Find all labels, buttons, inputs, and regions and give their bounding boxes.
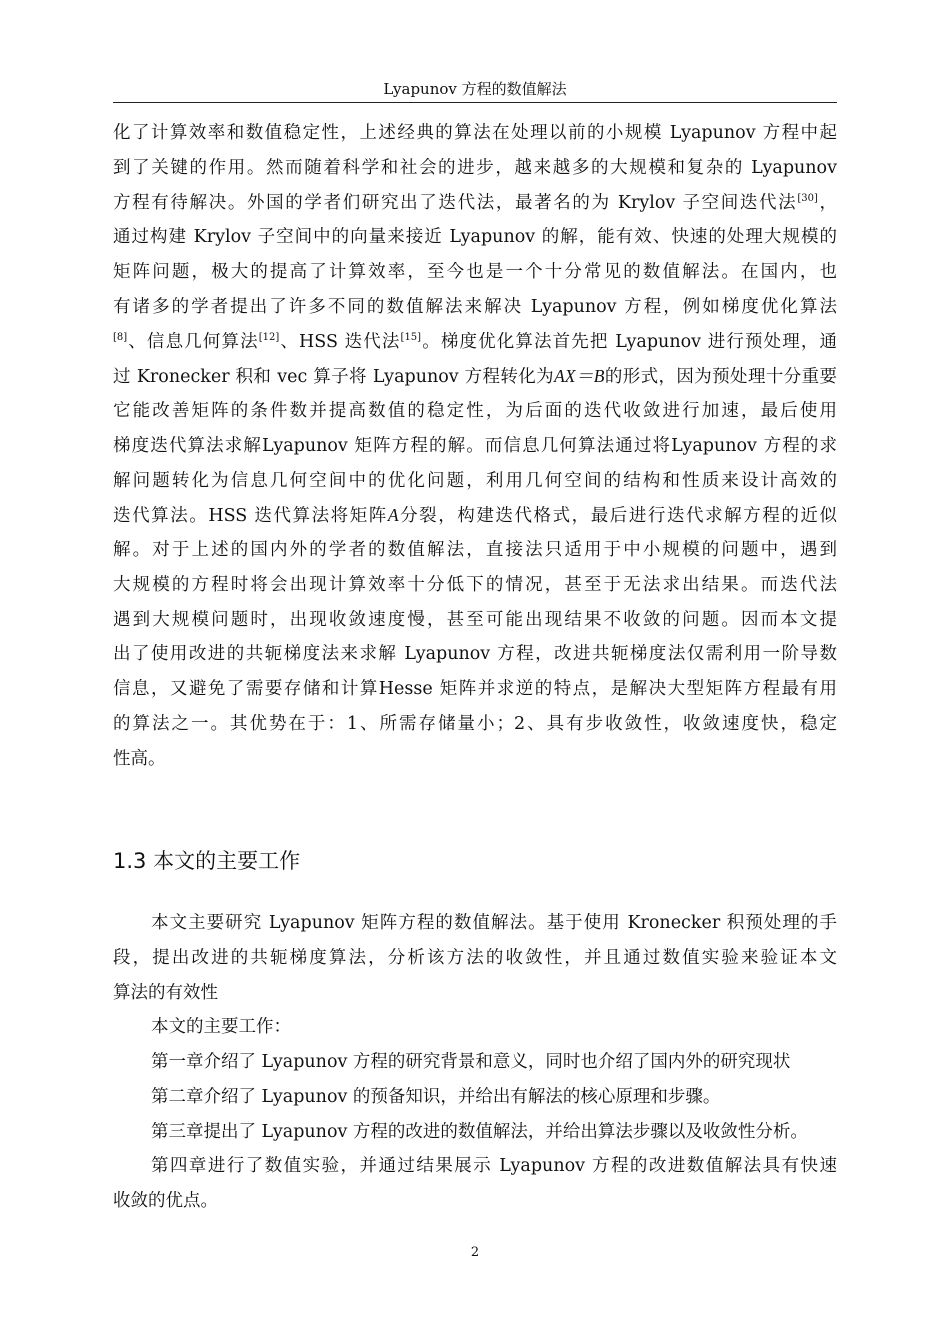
chapter-summary-3: 第三章提出了 Lyapunov 方程的改进的数值解法，并给出算法步骤以及收敛性分析。 [151,1121,808,1142]
text-line: 大规模的方程时将会出现计算效率十分低下的情况，甚至于无法求出结果。而迭代法 [113,574,837,595]
text-line: 收敛的优点。 [113,1191,218,1211]
citation-ref: [15] [400,331,422,343]
math-symbol: A [387,505,399,526]
text-line: 段，提出改进的共轭梯度算法，分析该方法的收敛性，并且通过数值实验来验证本文 [113,947,837,968]
running-header: Lyapunov 方程的数值解法 [383,80,567,98]
paragraph-main-work [113,906,837,1219]
citation-ref: [12] [258,331,280,343]
text-line: 本文的主要工作： [151,1017,291,1038]
citation-ref: [30] [797,192,818,204]
text-line: 方程有待解决。外国的学者们研究出了迭代法，最著名的为 Krylov 子空间迭代法[30]， [113,192,838,213]
citation-ref: [8] [113,331,128,343]
text-line: 的算法之一。其优势在于：1、所需存储量小；2、具有步收敛性，收敛速度快，稳定 [113,713,837,734]
text-line: 算法的有效性 [113,982,218,1003]
chapter-summary-4: 第四章进行了数值实验，并通过结果展示 Lyapunov 方程的改进数值解法具有快速 [151,1156,837,1177]
chapter-summary-1: 第一章介绍了 Lyapunov 方程的研究背景和意义，同时也介绍了国内外的研究现状 [151,1052,791,1072]
text-line: 化了计算效率和数值稳定性，上述经典的算法在处理以前的小规模 Lyapunov 方程中起 [113,123,837,143]
chapter-summary-2: 第二章介绍了 Lyapunov 的预备知识，并给出有解法的核心原理和步骤。 [151,1086,721,1107]
page-number: 2 [470,1245,480,1260]
text-line: 解问题转化为信息几何空间中的优化问题，利用几何空间的结构和性质来设计高效的 [113,470,837,491]
text-line: 出了使用改进的共轭梯度法来求解 Lyapunov 方程，改进共轭梯度法仅需利用一阶导数 [113,644,837,665]
text-line: [8]、信息几何算法[12]、HSS 迭代法[15]。梯度优化算法首先把 Lyapunov 进行预处理，通 [113,331,837,352]
text-line: 它能改善矩阵的条件数并提高数值的稳定性，为后面的迭代收敛进行加速，最后使用 [113,401,837,421]
text-line: 遇到大规模问题时，出现收敛速度慢，甚至可能出现结果不收敛的问题。因而本文提 [113,609,837,630]
paragraph-methods-review [113,116,837,776]
math-equation: AX＝B [554,366,605,387]
text-line: 矩阵问题，极大的提高了计算效率，至今也是一个十分常见的数值解法。在国内，也 [113,262,837,282]
text-line: 本文主要研究 Lyapunov 矩阵方程的数值解法。基于使用 Kronecker 积预处理的手 [151,913,837,933]
header-rule [113,102,837,103]
text-line: 梯度迭代算法求解Lyapunov 矩阵方程的解。而信息几何算法通过将Lyapunov 方程的求 [113,435,837,456]
text-line: 信息，又避免了需要存储和计算Hesse 矩阵并求逆的特点，是解决大型矩阵方程最有用 [113,679,837,699]
text-line: 通过构建 Krylov 子空间中的向量来接近 Lyapunov 的解，能有效、快速的处理大规模的 [113,227,837,248]
section-heading: 1.3 本文的主要工作 [113,849,301,873]
text-line: 到了关键的作用。然而随着科学和社会的进步，越来越多的大规模和复杂的 Lyapunov [113,157,837,178]
text-line: 性高。 [113,748,166,769]
text-line: 过 Kronecker 积和 vec 算子将 Lyapunov 方程转化为AX＝B的形式，因为预处理十分重要 [113,366,838,388]
text-line: 有诸多的学者提出了许多不同的数值解法来解决 Lyapunov 方程，例如梯度优化算法 [113,296,837,317]
text-line: 迭代算法。HSS 迭代算法将矩阵A分裂，构建迭代格式，最后进行迭代求解方程的近似 [113,505,837,527]
text-line: 解。对于上述的国内外的学者的数值解法，直接法只适用于中小规模的问题中，遇到 [113,540,837,560]
